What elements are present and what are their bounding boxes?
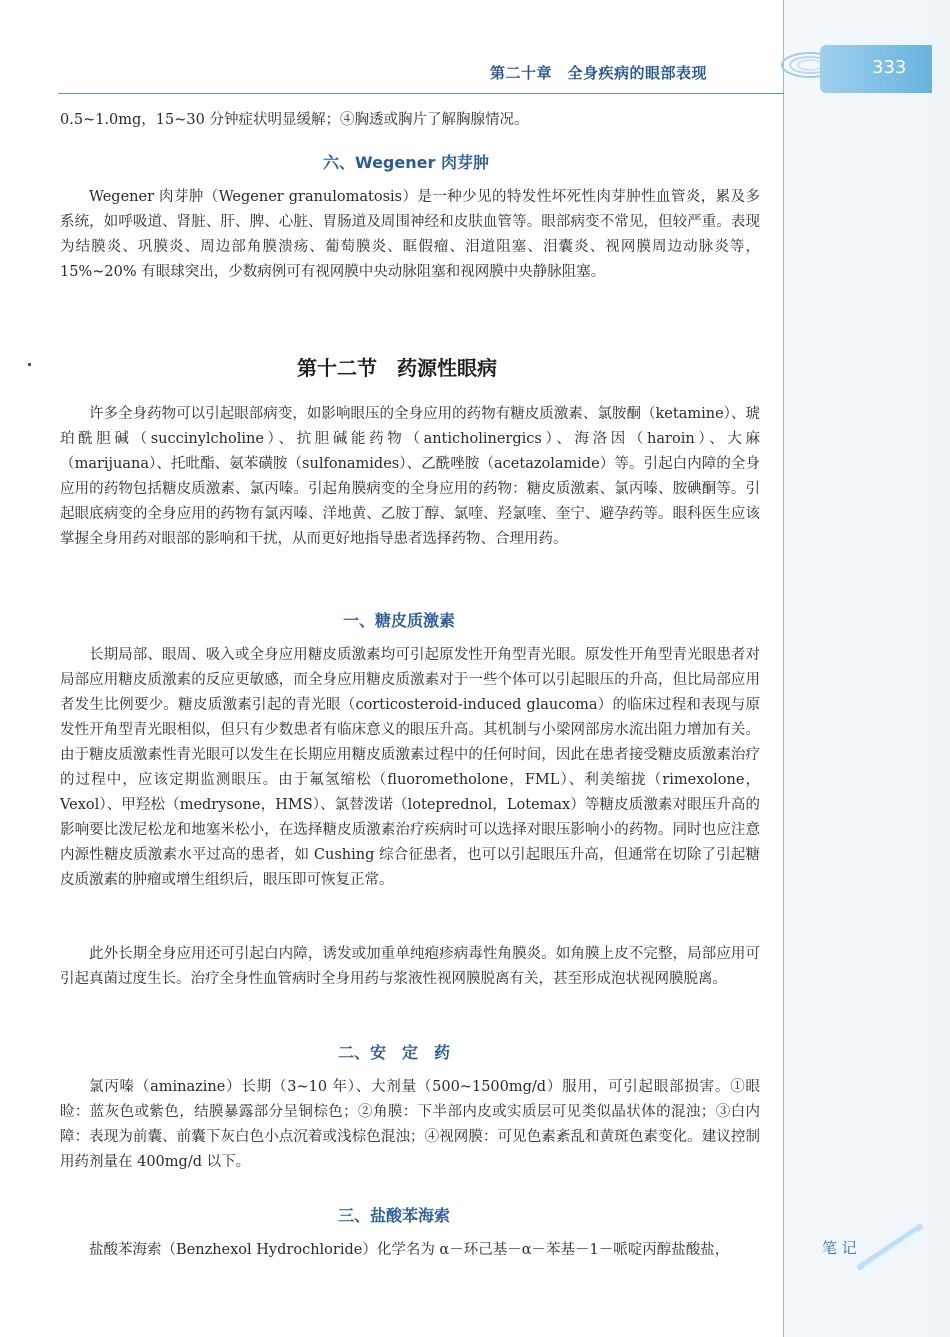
notes-margin (784, 0, 950, 1337)
paragraph-intro: 许多全身药物可以引起眼部病变，如影响眼压的全身应用的药物有糖皮质激素、氯胺酮（ketamine）、琥珀酰胆碱（succinylcholine）、抗胆碱能药物（anticholinergics）、海洛因（haroin）、大麻（marijuana）、托吡酯、氨苯磺胺（sulfonamides）、乙酰唑胺（acetazolamide）等。引起白内障的全身应用的药物包括糖皮质激素、氯丙嗪。引起角膜病变的全身应用的药物：糖皮质激素、氯丙嗪、胺碘酮等。引起眼底病变的全身应用的药物有氯丙嗪、洋地黄、乙胺丁醇、氯喹、羟氯喹、奎宁、避孕药等。眼科医生应该掌握全身用药对眼部的影响和干扰，从而更好地指导患者选择药物、合理用药。 (60, 406, 760, 547)
running-header: 第二十章 全身疾病的眼部表现 (490, 64, 708, 82)
pen-stroke-icon (855, 1222, 925, 1272)
notes-label: 笔 记 (822, 1239, 857, 1257)
page-number: 333 (872, 57, 907, 78)
section-heading-wegener: 六、Wegener 肉芽肿 (323, 153, 489, 172)
paragraph-wegener: Wegener 肉芽肿（Wegener granulomatosis）是一种少见的特发性坏死性肉芽肿性血管炎，累及多系统，如呼吸道、肾脏、肝、脾、心脏、胃肠道及周围神经和皮肤血管等。眼部病变不常见，但较严重。表现为结膜炎、巩膜炎、周边部角膜溃疡、葡萄膜炎、眶假瘤、泪道阻塞、泪囊炎、视网膜周边动脉炎等，15%~20% 有眼球突出，少数病例可有视网膜中央动脉阻塞和视网膜中央静脉阻塞。 (60, 189, 760, 280)
margin-mark (28, 363, 31, 366)
section-title-drug-induced: 第十二节 药源性眼病 (297, 356, 497, 380)
subsection-heading-glucocorticoid: 一、糖皮质激素 (343, 611, 456, 630)
paragraph-continued: 0.5~1.0mg，15~30 分钟症状明显缓解；④胸透或胸片了解胸腺情况。 (60, 112, 529, 128)
paragraph-glucocorticoid-2: 此外长期全身应用还可引起白内障，诱发或加重单纯疱疹病毒性角膜炎。如角膜上皮不完整，局部应用可引起真菌过度生长。治疗全身性血管病时全身用药与浆液性视网膜脱离有关，甚至形成泡状视网膜脱离。 (60, 946, 760, 987)
paragraph-tranquilizer: 氯丙嗪（aminazine）长期（3~10 年）、大剂量（500~1500mg/d）服用，可引起眼部损害。①眼睑：蓝灰色或紫色，结膜暴露部分呈铜棕色；②角膜：下半部内皮或实质层可见类似晶状体的混浊；③白内障：表现为前囊、前囊下灰白色小点沉着或浅棕色混浊；④视网膜：可见色素紊乱和黄斑色素变化。建议控制用药剂量在 400mg/d 以下。 (60, 1079, 760, 1170)
paragraph-glucocorticoid-1: 长期局部、眼周、吸入或全身应用糖皮质激素均可引起原发性开角型青光眼。原发性开角型青光眼患者对局部应用糖皮质激素的反应更敏感，而全身应用糖皮质激素对于一些个体可以引起眼压的升高，但比局部应用者发生比例要少。糖皮质激素引起的青光眼（corticosteroid-induced glaucoma）的临床过程和表现与原发性开角型青光眼相似，但只有少数患者有临床意义的眼压升高。其机制与小梁网部房水流出阻力增加有关。由于糖皮质激素性青光眼可以发生在长期应用糖皮质激素过程中的任何时间，因此在患者接受糖皮质激素治疗的过程中，应该定期监测眼压。由于氟氢缩松（fluorometholone，FML）、利美缩拢（rimexolone，Vexol）、甲羟松（medrysone，HMS）、氯替泼诺（loteprednol，Lotemax）等糖皮质激素对眼压升高的影响要比泼尼松龙和地塞米松小，在选择糖皮质激素治疗疾病时可以选择对眼压影响小的药物。同时也应注意内源性糖皮质激素水平过高的患者，如 Cushing 综合征患者，也可以引起眼压升高，但通常在切除了引起糖皮质激素的肿瘤或增生组织后，眼压即可恢复正常。 (60, 647, 760, 888)
paragraph-benzhexol: 盐酸苯海索（Benzhexol Hydrochloride）化学名为 α－环己基－α－苯基－1－哌啶丙醇盐酸盐， (89, 1242, 730, 1258)
margin-divider (783, 0, 784, 1337)
subsection-heading-tranquilizer: 二、安 定 药 (338, 1043, 451, 1062)
subsection-heading-benzhexol: 三、盐酸苯海索 (338, 1206, 451, 1225)
header-rule (58, 93, 784, 94)
